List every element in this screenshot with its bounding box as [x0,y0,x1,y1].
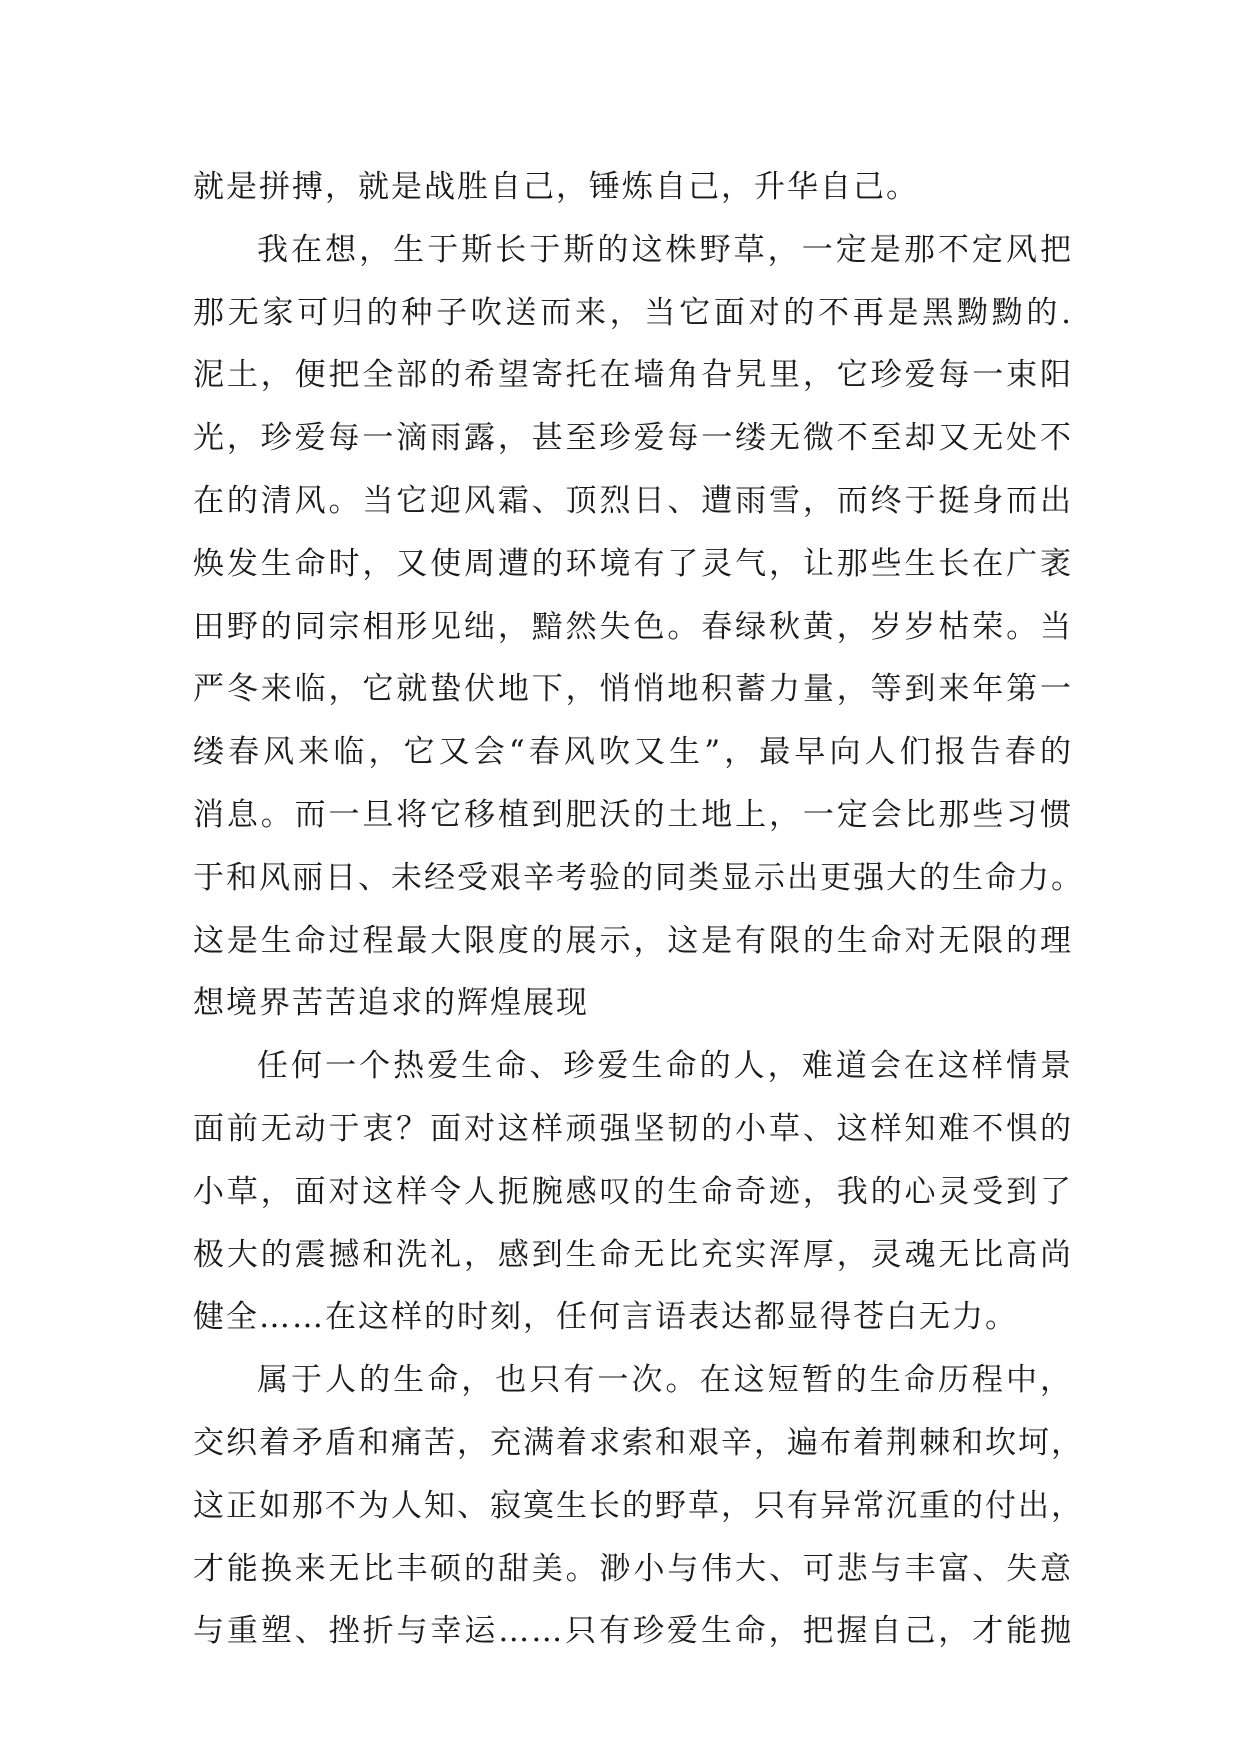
text-line: 泥土，便把全部的希望寄托在墙角旮旯里，它珍爱每一束阳 [193,357,1073,394]
text-line: 属于人的生命，也只有一次。在这短暂的生命历程中， [257,1362,1073,1399]
paragraph-2 [193,219,1084,1035]
text-line: 交织着矛盾和痛苦，充满着求索和艰辛，遍布着荆棘和坎坷， [193,1424,1084,1461]
text-line: 极大的震撼和洗礼，感到生命无比充实浑厚，灵魂无比高尚 [193,1236,1073,1273]
text-line: 光，珍爱每一滴雨露，甚至珍爱每一缕无微不至却又无处不 [193,420,1073,457]
text-line: 那无家可归的种子吹送而来，当它面对的不再是黑黝黝的. [193,294,1073,331]
text-line: 任何一个热爱生命、珍爱生命的人，难道会在这样情景 [257,1048,1073,1085]
text-line: 就是拼搏，就是战胜自己，锤炼自己，升华自己。 [193,169,919,205]
text-line: 我在想，生于斯长于斯的这株野草，一定是那不定风把 [257,231,1073,268]
text-line: 这是生命过程最大限度的展示，这是有限的生命对无限的理 [193,922,1073,959]
text-line: 田野的同宗相形见绌，黯然失色。春绿秋黄，岁岁枯荣。当 [193,608,1073,645]
text-line: 想境界苦苦追求的辉煌展现 [193,985,589,1022]
text-line: 与重塑、挫折与幸运……只有珍爱生命，把握自己，才能抛 [193,1613,1073,1650]
text-line: 严冬来临，它就蛰伏地下，悄悄地积蓄力量，等到来年第一 [193,671,1073,708]
text-line: 面前无动于衷？面对这样顽强坚韧的小草、这样知难不惧的 [193,1110,1073,1147]
text-line: 这正如那不为人知、寂寞生长的野草，只有异常沉重的付出， [193,1487,1084,1524]
text-line: 小草，面对这样令人扼腕感叹的生命奇迹，我的心灵受到了 [193,1173,1073,1210]
text-line: 健全……在这样的时刻，任何言语表达都显得苍白无力。 [193,1299,1018,1336]
paragraph-3 [193,1035,1073,1349]
document-body [193,156,1084,1663]
text-line: 在的清风。当它迎风霜、顶烈日、遭雨雪，而终于挺身而出 [193,482,1073,519]
text-line: 焕发生命时，又使周遭的环境有了灵气，让那些生长在广袤 [193,545,1073,582]
paragraph-4 [193,1349,1084,1663]
text-line: 于和风丽日、未经受艰辛考验的同类显示出更强大的生命力。 [193,859,1084,896]
text-line: 缕春风来临，它又会“春风吹又生”，最早向人们报告春的 [193,734,1073,771]
paragraph-1 [193,156,1073,219]
text-line: 才能换来无比丰硕的甜美。渺小与伟大、可悲与丰富、失意 [193,1550,1073,1587]
text-line: 消息。而一旦将它移植到肥沃的土地上，一定会比那些习惯 [193,796,1073,833]
